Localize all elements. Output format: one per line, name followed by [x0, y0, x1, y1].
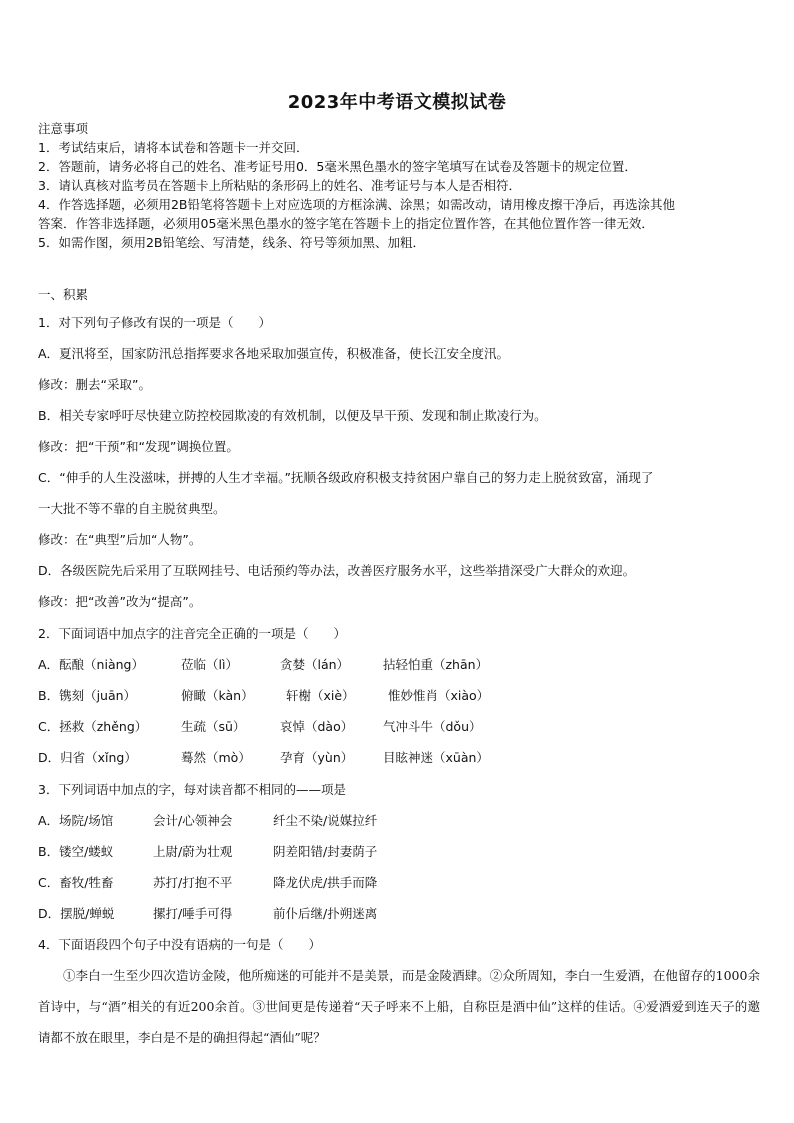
q3-word: A．场院/场馆: [38, 813, 114, 828]
section-heading: 一、积累: [38, 287, 89, 302]
question-2-stem: 2．下面词语中加点字的注音完全正确的一项是（ ）: [38, 626, 346, 641]
q3-word: 降龙伏虎/拱手而降: [273, 875, 378, 890]
question-4-stem: 4．下面语段四个句子中没有语病的一句是（ ）: [38, 937, 321, 952]
page-title: 2023年中考语文模拟试卷: [287, 92, 507, 113]
q2-word: 孕育（yùn）: [280, 750, 354, 765]
q2-word: 拈轻怕重（zhān）: [383, 657, 489, 672]
notice-heading: 注意事项: [38, 121, 89, 136]
q2-word: A．酝酿（niàng）: [38, 657, 144, 672]
q1-option-c-cont: 一大批不等不靠的自主脱贫典型。: [38, 501, 226, 516]
q1-option-a-fix: 修改：删去“采取”。: [38, 377, 151, 392]
q2-word: C．拯救（zhěng）: [38, 719, 148, 734]
q2-word: 俯瞰（kàn）: [181, 688, 254, 703]
q2-word: 莅临（lì）: [181, 657, 238, 672]
q3-word: D．摆脱/蝉蜕: [38, 906, 115, 921]
q3-word: 会计/心领神会: [153, 813, 233, 828]
q3-word: 阴差阳错/封妻荫子: [273, 844, 378, 859]
question-1-stem: 1．对下列句子修改有误的一项是（ ）: [38, 315, 271, 330]
q2-word: D．归省（xǐng）: [38, 750, 137, 765]
q4-passage: ①李白一生至少四次造访金陵，他所痴迷的可能并不是美景，而是金陵酒肆。②众所周知，李白一生爱酒，在他留存的1000余首诗中，与“酒”相关的有近200余首。③世间更是传递着“天子呼来不上船，自称臣是酒中仙”这样的佳话。④爱酒爱到连天子的邀请都不放在眼里，李白是不是的确担得起“酒仙”呢？: [38, 968, 760, 1045]
q2-word: 蓦然（mò）: [181, 750, 251, 765]
q3-word: C．畜牧/牲畜: [38, 875, 114, 890]
q2-word: B．镌刻（juān）: [38, 688, 137, 703]
question-3-stem: 3．下列词语中加点的字，每对读音都不相同的——项是: [38, 782, 346, 797]
q2-word: 气冲斗牛（dǒu）: [383, 719, 482, 734]
notice-item: 1．考试结束后，请将本试卷和答题卡一并交回．: [38, 140, 309, 155]
q2-word: 生疏（sū）: [181, 719, 246, 734]
q3-word: 前仆后继/扑朔迷离: [273, 906, 378, 921]
q1-option-b-fix: 修改：把“干预”和“发现”调换位置。: [38, 439, 239, 454]
q3-word: 摞打/唾手可得: [153, 906, 233, 921]
notice-section: [38, 119, 758, 252]
q1-option-d-fix: 修改：把“改善”改为“提高”。: [38, 594, 202, 609]
q1-option-b: B．相关专家呼吁尽快建立防控校园欺凌的有效机制，以便及早干预、发现和制止欺凌行为。: [38, 408, 547, 423]
q3-word: B．镂空/蝼蚁: [38, 844, 114, 859]
q1-option-a: A．夏汛将至，国家防汛总指挥要求各地采取加强宣传，积极准备，使长江安全度汛。: [38, 346, 510, 361]
q3-word: 苏打/打抱不平: [153, 875, 233, 890]
q1-option-c-fix: 修改：在“典型”后加“人物”。: [38, 532, 202, 547]
notice-item: 5．如需作图，须用2B铅笔绘、写清楚，线条、符号等须加黑、加粗．: [38, 235, 425, 250]
q2-word: 贪婪（lán）: [280, 657, 350, 672]
q1-option-d: D．各级医院先后采用了互联网挂号、电话预约等办法，改善医疗服务水平，这些举措深受广大群众的欢迎。: [38, 563, 636, 578]
q3-word: 上尉/蔚为壮观: [153, 844, 233, 859]
notice-item: 3．请认真核对监考员在答题卡上所粘贴的条形码上的姓名、准考证号与本人是否相符．: [38, 178, 521, 193]
q1-option-c: C．“伸手的人生没滋味，拼搏的人生才幸福。”抚顺各级政府积极支持贫困户靠自己的努力走上脱贫致富，涌现了: [38, 470, 654, 485]
notice-item: 2．答题前，请务必将自己的姓名、准考证号用0．5毫米黑色墨水的签字笔填写在试卷及答题卡的规定位置．: [38, 159, 637, 174]
q2-word: 目眩神迷（xūàn）: [383, 750, 489, 765]
q2-word: 哀悼（dào）: [280, 719, 354, 734]
notice-item: 答案．作答非选择题，必须用05毫米黑色墨水的签字笔在答题卡上的指定位置作答，在其他位置作答一律无效．: [38, 216, 654, 231]
q3-word: 纤尘不染/说媒拉纤: [273, 813, 378, 828]
q2-word: 轩榭（xiè）: [286, 688, 355, 703]
q2-word: 惟妙惟肖（xiào）: [388, 688, 490, 703]
notice-item: 4．作答选择题，必须用2B铅笔将答题卡上对应选项的方框涂满、涂黑；如需改动，请用橡皮擦干净后，再选涂其他: [38, 197, 675, 212]
